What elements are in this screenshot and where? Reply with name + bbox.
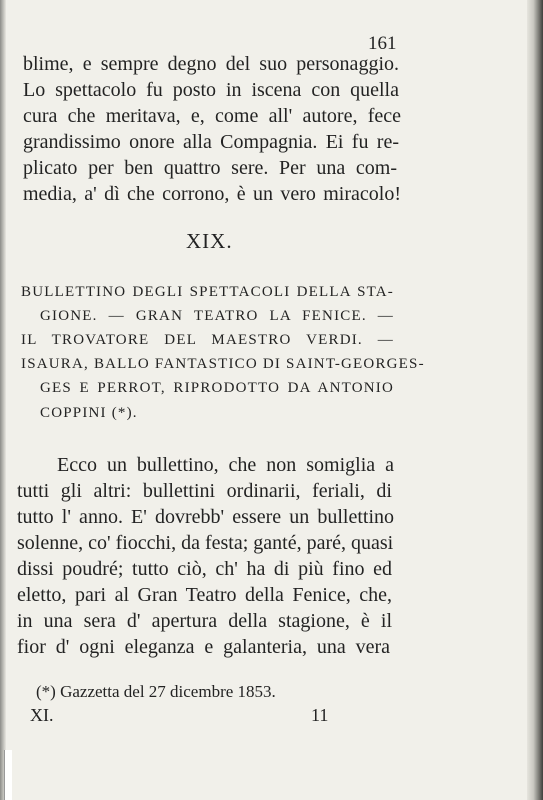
paragraph-1-line-3: cura che meritava, e, come all' autore, fece (23, 105, 401, 127)
paragraph-2-line-7: in una sera d' apertura della stagione, è il (17, 610, 392, 632)
heading-line-6: COPPINI (*). (40, 405, 138, 421)
signature-mark: XI. (30, 705, 54, 725)
gathering-number: 11 (311, 705, 329, 725)
paragraph-2-line-4: solenne, co' fiocchi, da festa; ganté, paré, quasi (17, 532, 394, 554)
heading-line-4: ISAURA, BALLO FANTASTICO DI SAINT-GEORGES- (21, 356, 425, 372)
heading-line-1: BULLETTINO DEGLI SPETTACOLI DELLA STA- (21, 284, 394, 300)
paragraph-1-line-5: plicato per ben quattro sere. Per una com- (23, 157, 397, 179)
section-number: XIX. (186, 229, 233, 253)
paragraph-2-line-3: tutto l' anno. E' dovrebb' essere un bullettino (17, 506, 394, 528)
paragraph-1-line-2: Lo spettacolo fu posto in iscena con quella (23, 79, 399, 101)
page-left-edge (0, 0, 6, 800)
paragraph-2-line-5: dissi poudré; tutto ciò, ch' ha di più fino ed (17, 558, 392, 580)
page-right-edge-shadow (527, 0, 543, 800)
heading-line-3: IL TROVATORE DEL MAESTRO VERDI. — (21, 332, 394, 348)
paragraph-1-line-6: media, a' dì che corrono, è un vero miracolo! (23, 183, 401, 205)
scan-mark (4, 750, 12, 800)
page-number: 161 (368, 33, 397, 54)
heading-line-2: GIONE. — GRAN TEATRO LA FENICE. — (40, 308, 394, 324)
paragraph-1-line-4: grandissimo onore alla Compagnia. Ei fu re- (23, 131, 399, 153)
paragraph-2-line-6: eletto, pari al Gran Teatro della Fenice, che, (17, 584, 392, 606)
paragraph-1-line-1: blime, e sempre degno del suo personaggio. (23, 53, 399, 75)
heading-line-5: GES E PERROT, RIPRODOTTO DA ANTONIO (40, 380, 394, 396)
paragraph-2-line-1: Ecco un bullettino, che non somiglia a (57, 454, 394, 476)
paragraph-2-line-2: tutti gli altri: bullettini ordinarii, feriali, di (17, 480, 392, 502)
paragraph-2-line-8: fior d' ogni eleganza e galanteria, una vera (17, 636, 390, 658)
footnote: (*) Gazzetta del 27 dicembre 1853. (36, 682, 276, 701)
